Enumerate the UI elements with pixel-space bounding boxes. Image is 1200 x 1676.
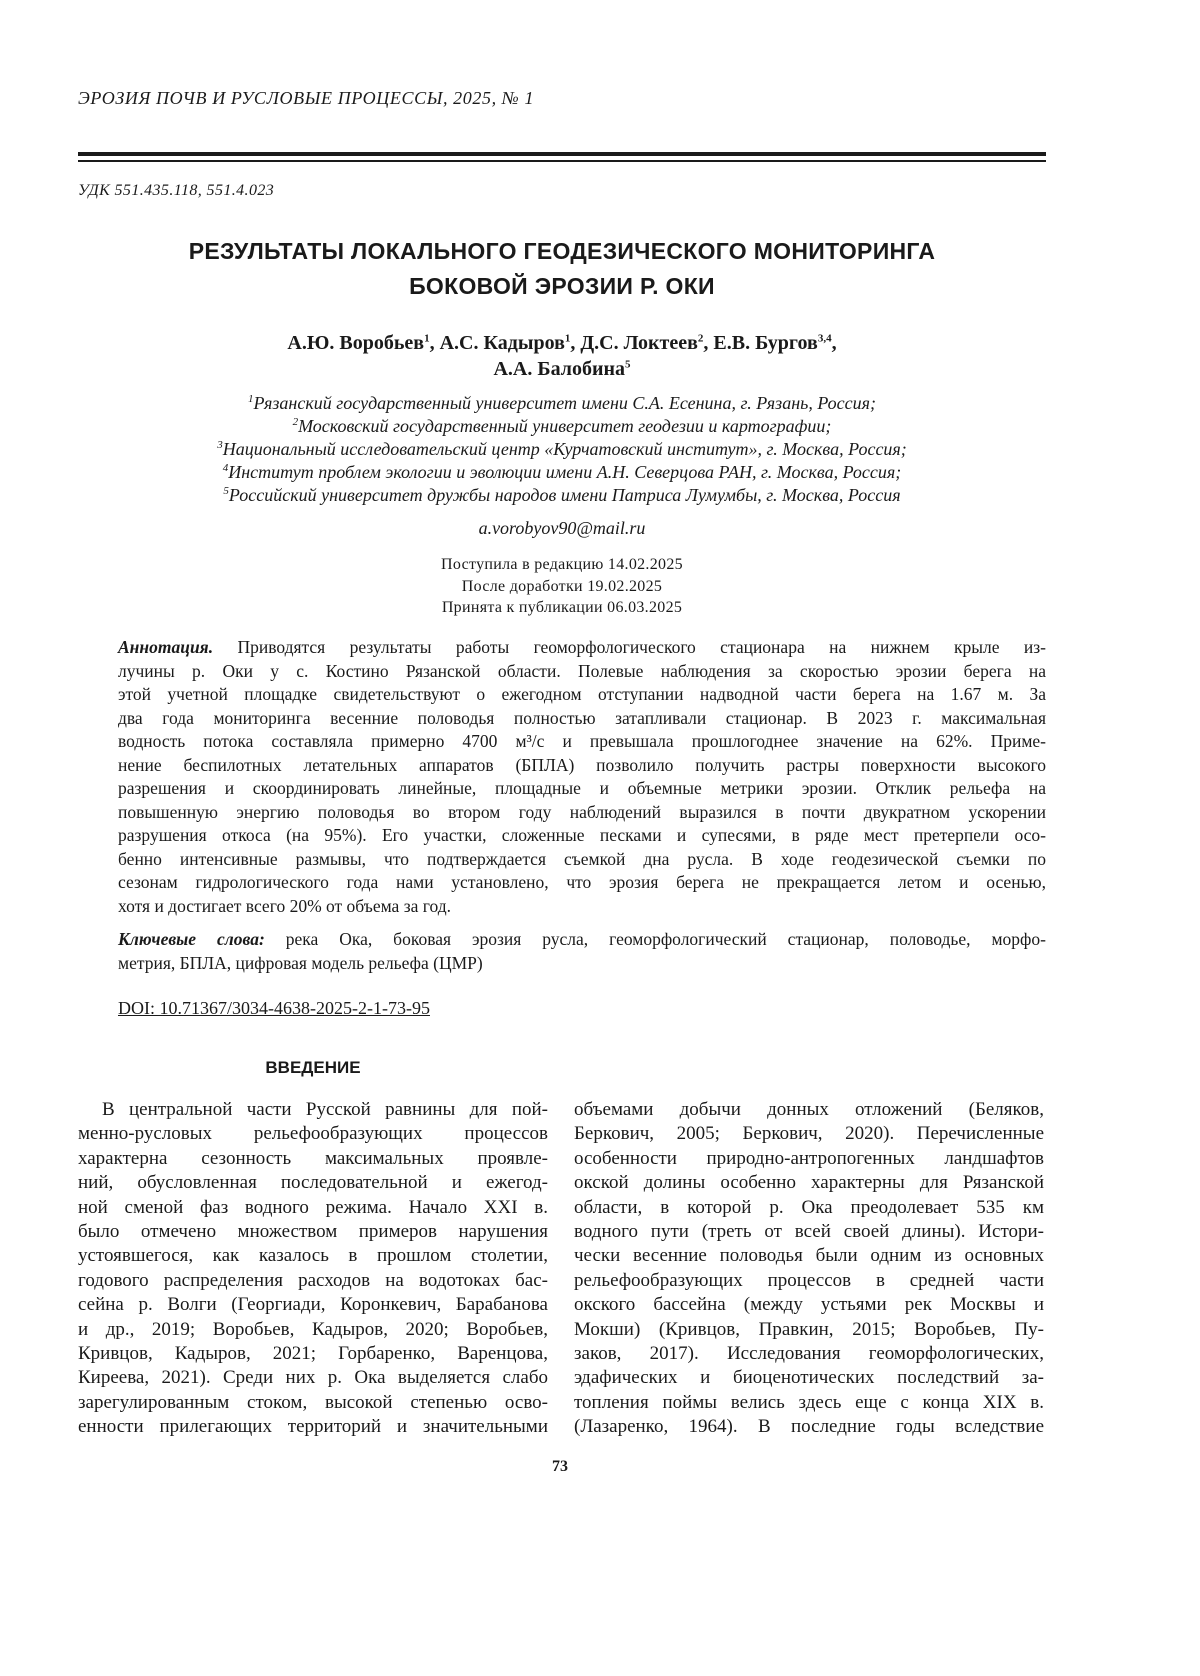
body-column-right xyxy=(574,1098,1044,1440)
text-line: характерна сезонность максимальных проявле- xyxy=(78,1147,548,1171)
aff-text: Московский государственный университет геодезии и картографии; xyxy=(298,416,831,436)
text-line: метрия, БПЛА, цифровая модель рельефа (ЦМР) xyxy=(118,952,1046,976)
text-line: ной сменой фаз водного режима. Начало XXI в. xyxy=(78,1196,548,1220)
text-line: окского бассейна (между устьями рек Москвы и xyxy=(574,1293,1044,1317)
aff-sup: 4 xyxy=(223,462,229,474)
author-sup: 1 xyxy=(424,332,430,344)
text-line: топления поймы велись здесь еще с конца XIX в. xyxy=(574,1391,1044,1415)
text-line: сезонам гидрологического года нами установлено, что эрозия берега не прекращается летом и осенью, xyxy=(118,871,1046,895)
affiliation xyxy=(78,484,1046,507)
text-line: В центральной части Русской равнины для пой- xyxy=(78,1098,548,1122)
affiliation xyxy=(78,461,1046,484)
text-line: особенности природно-антропогенных ландшафтов xyxy=(574,1147,1044,1171)
keywords xyxy=(118,928,1046,975)
body-column-left xyxy=(78,1098,548,1440)
text-line: ний, обусловленная последовательной и ежегод- xyxy=(78,1171,548,1195)
section-heading: ВВЕДЕНИЕ xyxy=(78,1058,548,1078)
contact-email[interactable]: a.vorobyov90@mail.ru xyxy=(78,518,1046,539)
text-line: хотя и достигает всего 20% от объема за год. xyxy=(118,895,1046,919)
doi-link[interactable]: DOI: 10.71367/3034-4638-2025-2-1-73-95 xyxy=(118,998,430,1019)
text-line: бенно интенсивные размывы, что подтверждается съемкой дна русла. В ходе геодезической съемки по xyxy=(118,848,1046,872)
author-sep: , xyxy=(703,332,713,354)
text-line: Мокши) (Кривцов, Правкин, 2015; Воробьев, Пу- xyxy=(574,1318,1044,1342)
author-name: А.С. Кадыров xyxy=(440,332,565,354)
article-title xyxy=(78,234,1046,304)
text-line: заков, 2017). Исследования геоморфологических, xyxy=(574,1342,1044,1366)
author-sup: 5 xyxy=(625,358,631,370)
text-line: объемами добычи донных отложений (Беляков, xyxy=(574,1098,1044,1122)
text-line xyxy=(118,928,1046,952)
affiliations xyxy=(78,392,1046,507)
text-line: Киреева, 2021). Среди них р. Ока выделяется слабо xyxy=(78,1366,548,1390)
text-line: чески весенние половодья были одним из основных xyxy=(574,1244,1044,1268)
text-line: разрешения и скоординировать линейные, площадные и объемные метрики эрозии. Отклик рельефа на xyxy=(118,777,1046,801)
affiliation xyxy=(78,415,1046,438)
text-line xyxy=(118,636,1046,660)
text-line: эдафических и биоценотических последствий за- xyxy=(574,1366,1044,1390)
aff-text: Институт проблем экологии и эволюции имени А.Н. Северцова РАН, г. Москва, Россия; xyxy=(228,462,901,482)
text-line: водность потока составляла примерно 4700 м³/с и превышала прошлогоднее значение на 62%. Приме- xyxy=(118,730,1046,754)
abstract xyxy=(118,636,1046,918)
author-sep: , xyxy=(570,332,580,354)
aff-sup: 1 xyxy=(248,393,254,405)
udk-code: УДК 551.435.118, 551.4.023 xyxy=(78,182,274,200)
text-line: сейна р. Волги (Георгиади, Коронкевич, Барабанова xyxy=(78,1293,548,1317)
affiliation xyxy=(78,438,1046,461)
text-line: рельефообразующих процессов в средней части xyxy=(574,1269,1044,1293)
text-line: и др., 2019; Воробьев, Кадыров, 2020; Воробьев, xyxy=(78,1318,548,1342)
affiliation xyxy=(78,392,1046,415)
text-line: Беркович, 2005; Беркович, 2020). Перечисленные xyxy=(574,1122,1044,1146)
header-rule-thin xyxy=(78,160,1046,162)
text-line: было отмечено множеством примеров нарушения xyxy=(78,1220,548,1244)
text-line: (Лазаренко, 1964). В последние годы вследствие xyxy=(574,1415,1044,1439)
author-sup: 1 xyxy=(565,332,571,344)
date-received: Поступила в редакцию 14.02.2025 xyxy=(78,554,1046,576)
aff-text: Российский университет дружбы народов имени Патриса Лумумбы, г. Москва, Россия xyxy=(229,485,901,505)
author-sep: , xyxy=(832,332,837,354)
section-label: Ключевые слова: xyxy=(118,929,265,949)
title-line: БОКОВОЙ ЭРОЗИИ Р. ОКИ xyxy=(78,269,1046,304)
aff-text: Рязанский государственный университет имени С.А. Есенина, г. Рязань, Россия; xyxy=(253,393,876,413)
text-line: окской долины особенно характерны для Рязанской xyxy=(574,1171,1044,1195)
section-label: Аннотация. xyxy=(118,637,213,657)
aff-text: Национальный исследовательский центр «Курчатовский институт», г. Москва, Россия; xyxy=(223,439,907,459)
text-line: водного пути (треть от всей своей длины). Истори- xyxy=(574,1220,1044,1244)
author-name: А.Ю. Воробьев xyxy=(287,332,424,354)
text-line: Кривцов, Кадыров, 2021; Горбаренко, Варенцова, xyxy=(78,1342,548,1366)
header-rule-thick xyxy=(78,152,1046,156)
author-name: А.А. Балобина xyxy=(493,358,625,380)
aff-sup: 5 xyxy=(223,485,229,497)
text-line: области, в которой р. Ока преодолевает 535 км xyxy=(574,1196,1044,1220)
text-line: енности прилегающих территорий и значительными xyxy=(78,1415,548,1439)
text-line: нение беспилотных летательных аппаратов (БПЛА) позволило получить растры поверхности высокого xyxy=(118,754,1046,778)
aff-sup: 3 xyxy=(217,439,223,451)
text-line: менно-русловых рельефообразующих процессов xyxy=(78,1122,548,1146)
author-name: Д.С. Локтеев xyxy=(580,332,698,354)
aff-sup: 2 xyxy=(293,416,299,428)
author-name: Е.В. Бургов xyxy=(713,332,817,354)
text-line: разрушения откоса (на 95%). Его участки, сложенные песками и супесями, в ряде мест претерпели осо- xyxy=(118,824,1046,848)
date-accepted: Принята к публикации 06.03.2025 xyxy=(78,597,1046,619)
dates xyxy=(78,554,1046,619)
text-line: два года мониторинга весенние половодья полностью затапливали стационар. В 2023 г. максимальная xyxy=(118,707,1046,731)
author-sup: 2 xyxy=(698,332,704,344)
journal-header: ЭРОЗИЯ ПОЧВ И РУСЛОВЫЕ ПРОЦЕССЫ, 2025, № 1 xyxy=(78,88,534,109)
title-line: РЕЗУЛЬТАТЫ ЛОКАЛЬНОГО ГЕОДЕЗИЧЕСКОГО МОНИТОРИНГА xyxy=(78,234,1046,269)
text-line: лучины р. Оки у с. Костино Рязанской области. Полевые наблюдения за скоростью эрозии берега на xyxy=(118,660,1046,684)
author-sup: 3,4 xyxy=(818,332,832,344)
text-line: зарегулированным стоком, высокой степенью осво- xyxy=(78,1391,548,1415)
text-line: годового распределения расходов на водотоках бас- xyxy=(78,1269,548,1293)
line-text: Приводятся результаты работы геоморфологического стационара на нижнем крыле из- xyxy=(213,637,1046,657)
line-text: река Ока, боковая эрозия русла, геоморфологический стационар, половодье, морфо- xyxy=(265,929,1046,949)
page-number: 73 xyxy=(0,1458,1120,1476)
authors xyxy=(78,330,1046,382)
text-line: устоявшегося, как казалось в прошлом столетии, xyxy=(78,1244,548,1268)
date-revised: После доработки 19.02.2025 xyxy=(78,576,1046,598)
text-line: повышенную энергию половодья во втором году наблюдений выразился в почти двукратном ускорении xyxy=(118,801,1046,825)
author-sep: , xyxy=(430,332,440,354)
text-line: этой учетной площадке свидетельствуют о ежегодном отступании надводной части берега на 1.67 м. За xyxy=(118,683,1046,707)
